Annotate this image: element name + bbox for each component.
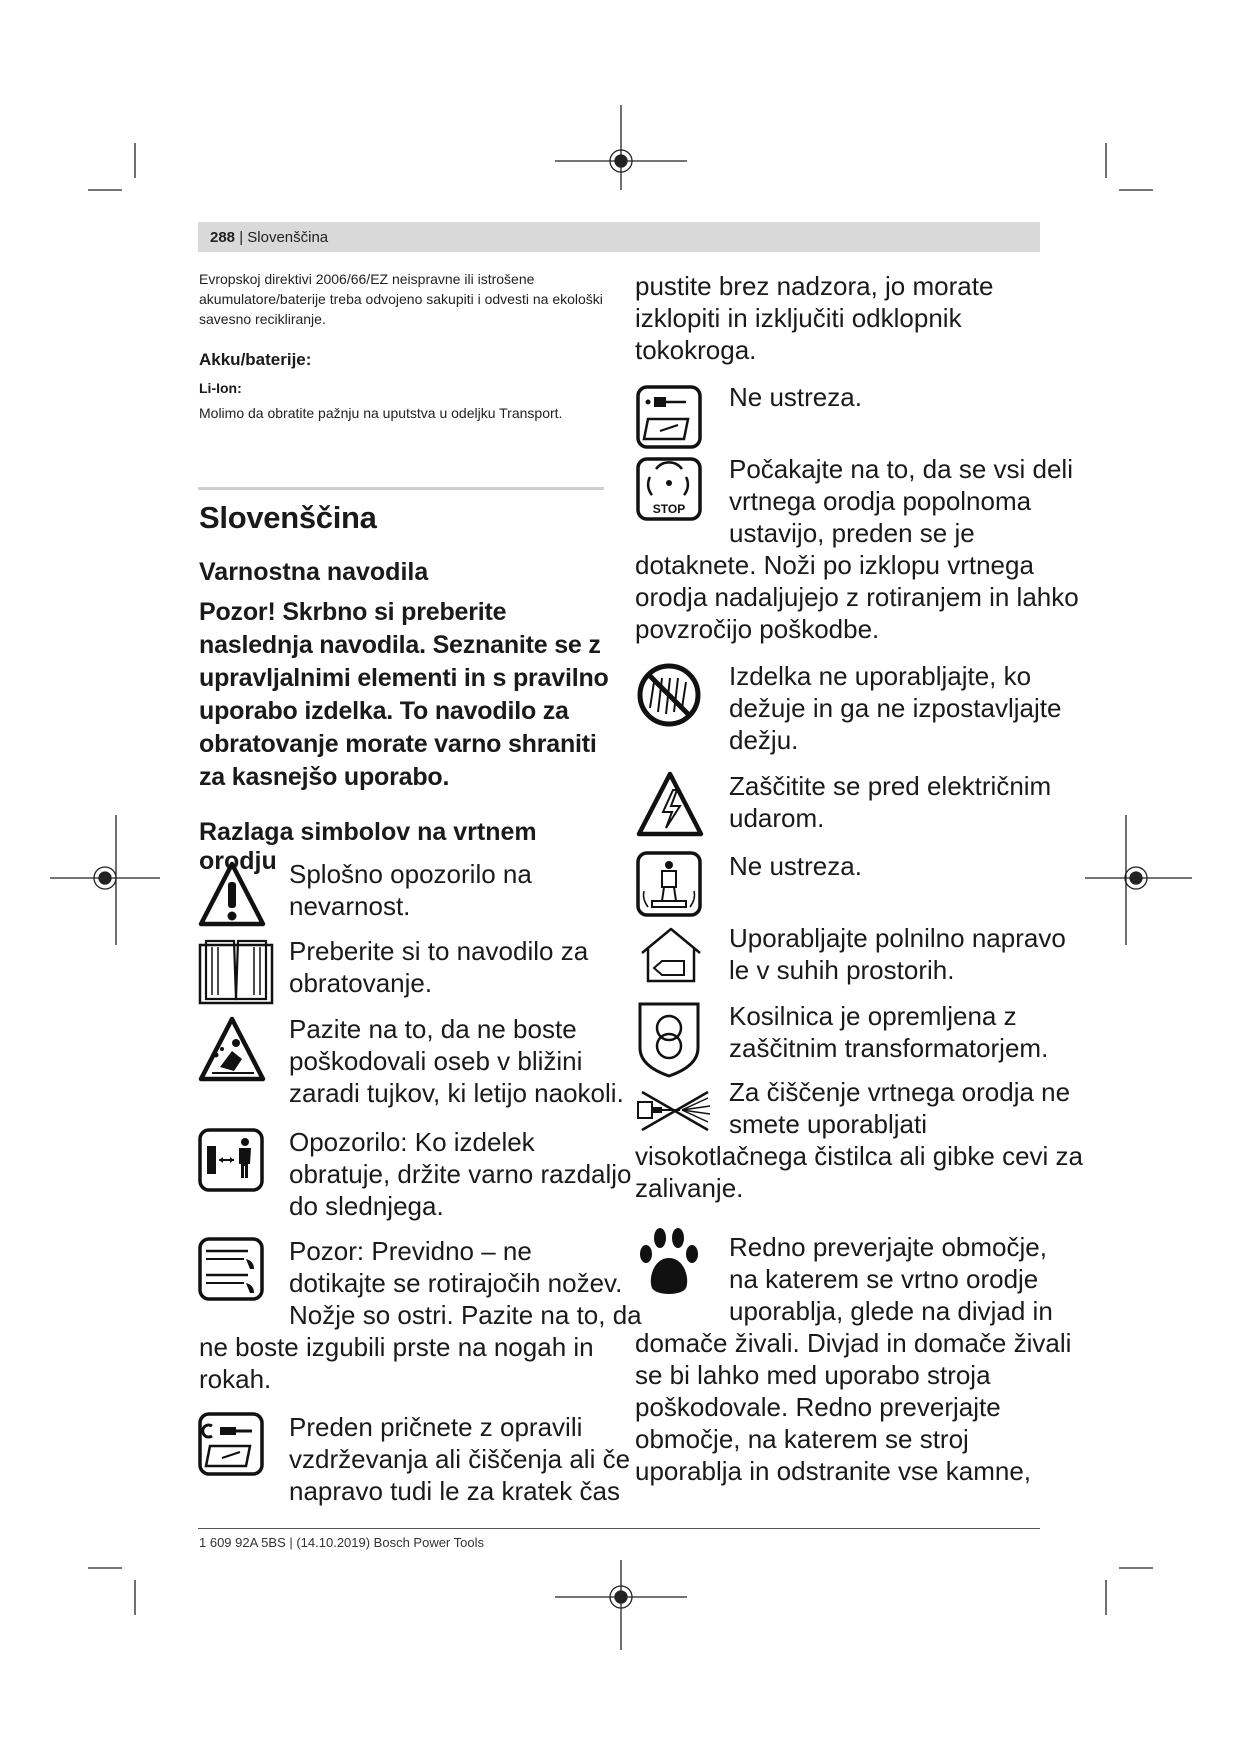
prev-intro: Evropskoj direktivi 2006/66/EZ neispravne ili istrošene akumulatore/baterije treba odvojeno sakupiti i odvesti na ekološki savesno recikliranje. [199, 271, 603, 327]
symbol-animals: Redno preverjajte območje, na katerem se vrtno orodje uporablja, glede na divjad in [729, 1232, 1053, 1326]
section-title: Slovenščina [199, 500, 377, 535]
operator-position-icon [636, 851, 702, 917]
keep-distance-icon [198, 1128, 264, 1192]
li-ion-label: Li-Ion: [199, 380, 242, 396]
no-rain-icon [636, 662, 702, 728]
warning-text: Pozor! Skrbno si preberite naslednja navodila. Seznanite se z upravljalnimi elementi in s pravilno uporabo izdelka. To navodilo za obratovanje morate varno shraniti za kasnejšo uporabo. [199, 598, 609, 791]
electric-shock-icon [636, 770, 704, 838]
symbol-thrown-objects: Pazite na to, da ne boste poškodovali oseb v bližini zaradi tujkov, ki letijo naokoli. [289, 1014, 624, 1108]
thrown-objects-icon [198, 1015, 266, 1083]
page-footer: 1 609 92A 5BS | (14.10.2019) Bosch Power Tools [199, 1535, 484, 1550]
symbol-keep-distance: Opozorilo: Ko izdelek obratuje, držite varno razdaljo do slednjega. [289, 1127, 632, 1221]
li-ion-text: Molimo da obratite pažnju na uputstva u odeljku Transport. [199, 405, 563, 421]
section-separator [198, 487, 604, 490]
safety-heading: Varnostna navodila [199, 558, 429, 586]
continued-text: pustite brez nadzora, jo morate izklopiti in izključiti odklopnik tokokroga. [635, 271, 994, 365]
symbol-blades: Pozor: Previdno – ne dotikajte se rotirajočih nožev. Nožje so ostri. Pazite na to, da [289, 1236, 642, 1330]
symbol-dry-rooms: Uporabljajte polnilno napravo le v suhih prostorih. [729, 923, 1066, 985]
rotating-blades-icon [198, 1237, 264, 1301]
symbol-animals-continued: domače živali. Divjad in domače živali se bi lahko med uporabo stroja poškodovale. Redno preverjajte območje, na katerem se stroj uporablja in odstranite vse kamne, [635, 1328, 1072, 1486]
symbol-electric-shock: Zaščitite se pred električnim udarom. [729, 771, 1052, 833]
symbol-stop-continued: dotaknete. Noži po izklopu vrtnega orodja nadaljujejo z rotiranjem in lahko povzročijo poškodbe. [635, 550, 1079, 644]
symbols-heading: Razlaga simbolov na vrtnem orodju [199, 818, 537, 875]
symbol-stop: Počakajte na to, da se vsi deli vrtnega orodja popolnoma ustavijo, preden se je [729, 454, 1073, 548]
akku-heading: Akku/baterije: [199, 350, 312, 369]
symbol-no-pressure-wash-continued: visokotlačnega čistilca ali gibke cevi za zalivanje. [635, 1141, 1083, 1203]
no-pressure-washer-icon [634, 1088, 714, 1134]
indoor-house-icon [636, 925, 706, 985]
symbol-read-manual: Preberite si to navodilo za obratovanje. [289, 936, 589, 998]
page-header: 288 | Slovenščina [210, 229, 329, 246]
warning-triangle-icon [198, 860, 266, 928]
symbol-no-rain: Izdelka ne uporabljajte, ko dežuje in ga ne izpostavljajte dežju. [729, 661, 1062, 755]
page-number: 288 [210, 229, 236, 246]
symbol-not-applicable-1: Ne ustreza. [729, 382, 862, 412]
symbol-blades-continued: ne boste izgubili prste na nogah in rokah. [199, 1332, 594, 1394]
symbol-general-warning: Splošno opozorilo na nevarnost. [289, 859, 532, 921]
symbol-maintenance: Preden pričnete z opravili vzdrževanja ali čiščenja ali če napravo tudi le za kratek čas [289, 1412, 631, 1506]
stop-rotation-icon [636, 457, 702, 521]
manual-book-icon [198, 935, 274, 1005]
header-section: Slovenščina [247, 229, 329, 246]
footer-rule [198, 1528, 1040, 1529]
safety-transformer-icon [636, 1000, 702, 1080]
symbol-transformer: Kosilnica je opremljena z zaščitnim transformatorjem. [729, 1001, 1049, 1063]
paw-print-icon [634, 1226, 704, 1298]
maintenance-icon [198, 1412, 264, 1476]
svg-text:STOP: STOP [652, 502, 686, 516]
symbol-not-applicable-2: Ne ustreza. [729, 851, 862, 881]
symbol-no-pressure-wash: Za čiščenje vrtnega orodja ne smete uporabljati [729, 1077, 1071, 1139]
unplug-manual-icon [636, 385, 702, 449]
